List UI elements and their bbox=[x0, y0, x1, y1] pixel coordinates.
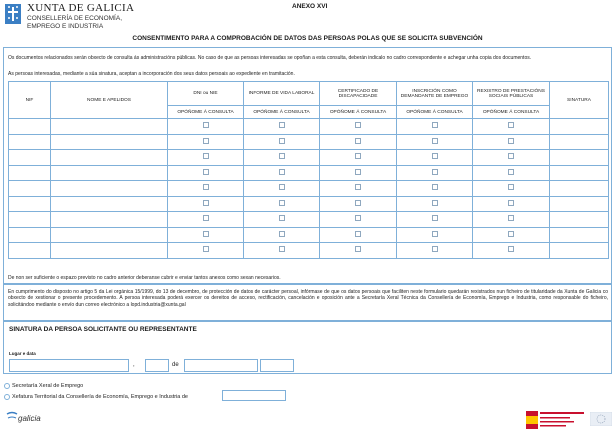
cell-discap bbox=[320, 165, 397, 181]
cell-name[interactable] bbox=[51, 243, 168, 259]
oppose-checkbox-dni[interactable] bbox=[203, 184, 209, 190]
cell-discap bbox=[320, 227, 397, 243]
xunta-cross-logo-icon bbox=[5, 4, 21, 24]
oppose-checkbox-vida[interactable] bbox=[279, 169, 285, 175]
table-row bbox=[9, 196, 609, 212]
oppose-checkbox-vida[interactable] bbox=[279, 122, 285, 128]
place-input[interactable] bbox=[9, 359, 129, 372]
org-name: XUNTA DE GALICIA bbox=[27, 2, 135, 14]
cell-rexistro bbox=[473, 119, 550, 135]
cell-name[interactable] bbox=[51, 134, 168, 150]
cell-discap bbox=[320, 212, 397, 228]
cell-dni bbox=[168, 212, 244, 228]
cell-dni bbox=[168, 165, 244, 181]
oppose-checkbox-discap[interactable] bbox=[355, 138, 361, 144]
oppose-checkbox-inscricion[interactable] bbox=[432, 169, 438, 175]
cell-sinatura[interactable] bbox=[550, 134, 609, 150]
cell-rexistro bbox=[473, 134, 550, 150]
oppose-checkbox-rexistro[interactable] bbox=[508, 246, 514, 252]
oppose-checkbox-discap[interactable] bbox=[355, 169, 361, 175]
oppose-checkbox-dni[interactable] bbox=[203, 122, 209, 128]
cell-nif[interactable] bbox=[9, 196, 51, 212]
cell-rexistro bbox=[473, 165, 550, 181]
oppose-checkbox-rexistro[interactable] bbox=[508, 153, 514, 159]
cell-rexistro bbox=[473, 227, 550, 243]
cell-sinatura[interactable] bbox=[550, 212, 609, 228]
oppose-checkbox-inscricion[interactable] bbox=[432, 138, 438, 144]
destination-radio-xefatura[interactable] bbox=[4, 394, 10, 400]
cell-sinatura[interactable] bbox=[550, 119, 609, 135]
oppose-checkbox-vida[interactable] bbox=[279, 138, 285, 144]
col-header-discapacidade: CERTIFICADO DE DISCAPACIDADE bbox=[320, 82, 397, 106]
table-row bbox=[9, 165, 609, 181]
oppose-checkbox-discap[interactable] bbox=[355, 153, 361, 159]
cell-dni bbox=[168, 119, 244, 135]
oppose-checkbox-dni[interactable] bbox=[203, 153, 209, 159]
intro-paragraph-2: As persoas interesadas, mediante a súa sinatura, aceptan a incorporación dos seus datos persoais ao expediente en tramitación. bbox=[8, 71, 295, 77]
oppose-checkbox-rexistro[interactable] bbox=[508, 122, 514, 128]
oppose-checkbox-dni[interactable] bbox=[203, 169, 209, 175]
cell-inscricion bbox=[397, 196, 473, 212]
cell-inscricion bbox=[397, 150, 473, 166]
oppose-checkbox-discap[interactable] bbox=[355, 231, 361, 237]
cell-name[interactable] bbox=[51, 181, 168, 197]
cell-name[interactable] bbox=[51, 119, 168, 135]
cell-dni bbox=[168, 243, 244, 259]
oppose-label-discapacidade: OPÓÑOME Á CONSULTA bbox=[320, 106, 397, 119]
table-row bbox=[9, 150, 609, 166]
cell-discap bbox=[320, 196, 397, 212]
table-row bbox=[9, 212, 609, 228]
oppose-checkbox-inscricion[interactable] bbox=[432, 184, 438, 190]
form-title: CONSENTIMENTO PARA A COMPROBACIÓN DE DATOS DAS PERSOAS POLAS QUE SE SOLICITA SUBVENCIÓN bbox=[132, 35, 483, 42]
col-header-name: NOME E APELIDOS bbox=[51, 82, 168, 119]
oppose-checkbox-rexistro[interactable] bbox=[508, 184, 514, 190]
oppose-checkbox-rexistro[interactable] bbox=[508, 215, 514, 221]
cell-discap bbox=[320, 243, 397, 259]
oppose-checkbox-discap[interactable] bbox=[355, 246, 361, 252]
oppose-label-rexistro: OPÓÑOME Á CONSULTA bbox=[473, 106, 550, 119]
table-row bbox=[9, 227, 609, 243]
cell-inscricion bbox=[397, 119, 473, 135]
oppose-checkbox-vida[interactable] bbox=[279, 200, 285, 206]
cell-dni bbox=[168, 134, 244, 150]
table-row bbox=[9, 181, 609, 197]
table-row bbox=[9, 134, 609, 150]
spain-ministry-logo-icon bbox=[526, 410, 586, 430]
table-row bbox=[9, 119, 609, 135]
cell-discap bbox=[320, 134, 397, 150]
cell-vida bbox=[244, 165, 320, 181]
cell-nif[interactable] bbox=[9, 243, 51, 259]
oppose-checkbox-vida[interactable] bbox=[279, 231, 285, 237]
cell-nif[interactable] bbox=[9, 134, 51, 150]
cell-name[interactable] bbox=[51, 212, 168, 228]
cell-vida bbox=[244, 227, 320, 243]
oppose-checkbox-dni[interactable] bbox=[203, 215, 209, 221]
date-separator-de-1: de bbox=[172, 362, 179, 368]
oppose-checkbox-inscricion[interactable] bbox=[432, 215, 438, 221]
oppose-checkbox-vida[interactable] bbox=[279, 246, 285, 252]
oppose-checkbox-discap[interactable] bbox=[355, 200, 361, 206]
cell-inscricion bbox=[397, 243, 473, 259]
oppose-label-vida-laboral: OPÓÑOME Á CONSULTA bbox=[244, 106, 320, 119]
oppose-checkbox-discap[interactable] bbox=[355, 122, 361, 128]
oppose-checkbox-inscricion[interactable] bbox=[432, 122, 438, 128]
cell-vida bbox=[244, 150, 320, 166]
cell-sinatura[interactable] bbox=[550, 196, 609, 212]
cell-nif[interactable] bbox=[9, 227, 51, 243]
oppose-checkbox-rexistro[interactable] bbox=[508, 200, 514, 206]
oppose-checkbox-vida[interactable] bbox=[279, 153, 285, 159]
cell-nif[interactable] bbox=[9, 150, 51, 166]
col-header-rexistro: REXISTRO DE PRESTACIÓNS SOCIAIS PÚBLICAS bbox=[473, 82, 550, 106]
signature-title: SINATURA DA PERSOA SOLICITANTE OU REPRESENTANTE bbox=[9, 326, 197, 333]
cell-vida bbox=[244, 119, 320, 135]
annex-label: ANEXO XVI bbox=[292, 3, 328, 10]
cell-nif[interactable] bbox=[9, 212, 51, 228]
destination-option-secretaria: Secretaría Xeral de Emprego bbox=[12, 383, 84, 389]
cell-discap bbox=[320, 150, 397, 166]
destination-radio-secretaria[interactable] bbox=[4, 383, 10, 389]
oppose-checkbox-inscricion[interactable] bbox=[432, 200, 438, 206]
oppose-checkbox-vida[interactable] bbox=[279, 215, 285, 221]
cell-sinatura[interactable] bbox=[550, 150, 609, 166]
cell-rexistro bbox=[473, 196, 550, 212]
cell-name[interactable] bbox=[51, 227, 168, 243]
cell-rexistro bbox=[473, 243, 550, 259]
oppose-checkbox-rexistro[interactable] bbox=[508, 169, 514, 175]
place-date-comma: , bbox=[133, 362, 135, 368]
oppose-label-dni: OPÓÑOME Á CONSULTA bbox=[168, 106, 244, 119]
cell-sinatura[interactable] bbox=[550, 227, 609, 243]
org-department-line2: EMPREGO E INDUSTRIA bbox=[27, 23, 104, 30]
cell-vida bbox=[244, 243, 320, 259]
cell-inscricion bbox=[397, 227, 473, 243]
xefatura-province-input[interactable] bbox=[222, 390, 286, 401]
cell-vida bbox=[244, 196, 320, 212]
galicia-logo-text: galicia bbox=[18, 414, 41, 423]
oppose-checkbox-rexistro[interactable] bbox=[508, 231, 514, 237]
cell-sinatura[interactable] bbox=[550, 243, 609, 259]
oppose-checkbox-dni[interactable] bbox=[203, 138, 209, 144]
col-header-vida-laboral: INFORME DE VIDA LABORAL bbox=[244, 82, 320, 106]
cell-vida bbox=[244, 181, 320, 197]
cell-nif[interactable] bbox=[9, 181, 51, 197]
cell-inscricion bbox=[397, 212, 473, 228]
oppose-checkbox-rexistro[interactable] bbox=[508, 138, 514, 144]
cell-sinatura[interactable] bbox=[550, 181, 609, 197]
oppose-checkbox-discap[interactable] bbox=[355, 184, 361, 190]
cell-inscricion bbox=[397, 165, 473, 181]
oppose-checkbox-dni[interactable] bbox=[203, 246, 209, 252]
cell-rexistro bbox=[473, 212, 550, 228]
privacy-notice: En cumprimento do disposto no artigo 5 da Lei orgánica 15/1999, do 13 de decembro, de protección de datos de carácter persoal, infórmase de que os datos persoais que faciliten neste formulario quedarán rexistrados nun ficheiro de titularidade da Xunta de Galicia co obxecto de xestionar o presente procedemento. A persoa interesada poderá exercer os dereitos de acceso, rectificación, cancelación e oposición ante a Secretaría Xeral Técnica da Consellería de Economía, Emprego e Industria, como responsable do ficheiro, solicitándoo mediante o envío dun correo electrónico a lopd.industria@xunta.gal bbox=[8, 289, 608, 308]
cell-dni bbox=[168, 181, 244, 197]
consent-table bbox=[8, 81, 609, 259]
oppose-label-inscricion: OPÓÑOME Á CONSULTA bbox=[397, 106, 473, 119]
eu-flag-icon bbox=[590, 412, 612, 426]
cell-dni bbox=[168, 227, 244, 243]
year-input[interactable] bbox=[260, 359, 294, 372]
place-date-label: Lugar e data bbox=[9, 351, 36, 356]
month-input[interactable] bbox=[184, 359, 258, 372]
cell-inscricion bbox=[397, 181, 473, 197]
oppose-checkbox-discap[interactable] bbox=[355, 215, 361, 221]
col-header-inscricion: INSCRICIÓN COMO DEMANDANTE DE EMPREGO bbox=[397, 82, 473, 106]
col-header-dni: DNI ou NIE bbox=[168, 82, 244, 106]
cell-vida bbox=[244, 134, 320, 150]
cell-nif[interactable] bbox=[9, 119, 51, 135]
cell-rexistro bbox=[473, 150, 550, 166]
day-input[interactable] bbox=[145, 359, 169, 372]
org-department-line1: CONSELLERÍA DE ECONOMÍA, bbox=[27, 15, 122, 22]
oppose-checkbox-dni[interactable] bbox=[203, 231, 209, 237]
destination-option-xefatura: Xefatura Territorial da Consellería de Economía, Emprego e Industria de bbox=[12, 394, 188, 400]
oppose-checkbox-inscricion[interactable] bbox=[432, 153, 438, 159]
oppose-checkbox-dni[interactable] bbox=[203, 200, 209, 206]
oppose-checkbox-vida[interactable] bbox=[279, 184, 285, 190]
cell-name[interactable] bbox=[51, 165, 168, 181]
cell-vida bbox=[244, 212, 320, 228]
cell-dni bbox=[168, 150, 244, 166]
table-footnote: De non ser suficiente o espazo previsto no cadro anterior deberanse cubrir e enviar tantos anexos como sexan necesarios. bbox=[8, 275, 281, 281]
col-header-sinatura: SINATURA bbox=[550, 82, 609, 119]
cell-discap bbox=[320, 181, 397, 197]
oppose-checkbox-inscricion[interactable] bbox=[432, 246, 438, 252]
cell-name[interactable] bbox=[51, 196, 168, 212]
cell-sinatura[interactable] bbox=[550, 165, 609, 181]
intro-paragraph-1: Os documentos relacionados serán obxecto de consulta ás administracións públicas. No caso de que as persoas interesadas se opoñan a esta consulta, deberán indicalo no cadro correspondente e achegar unha copia dos documentos. bbox=[8, 55, 532, 61]
col-header-nif: NIF bbox=[9, 82, 51, 119]
cell-dni bbox=[168, 196, 244, 212]
oppose-checkbox-inscricion[interactable] bbox=[432, 231, 438, 237]
cell-name[interactable] bbox=[51, 150, 168, 166]
cell-inscricion bbox=[397, 134, 473, 150]
table-row bbox=[9, 243, 609, 259]
cell-rexistro bbox=[473, 181, 550, 197]
cell-discap bbox=[320, 119, 397, 135]
cell-nif[interactable] bbox=[9, 165, 51, 181]
